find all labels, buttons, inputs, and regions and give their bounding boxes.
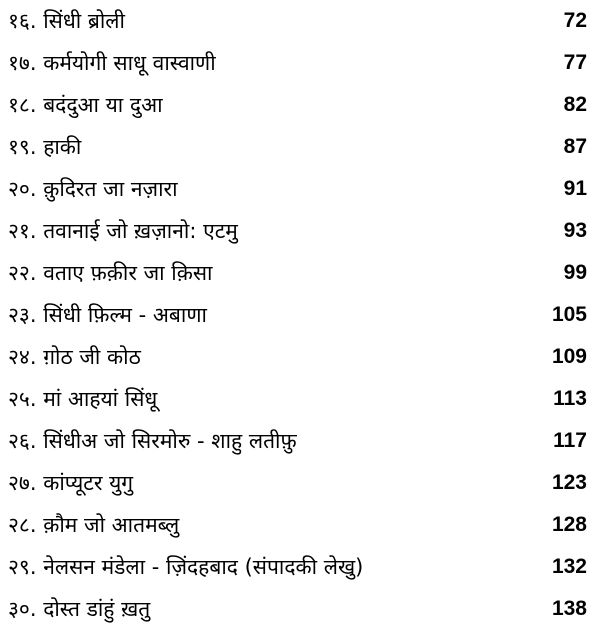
entry-title: २७. कांप्यूटर युगु: [8, 471, 134, 495]
entry-page-number: 91: [563, 177, 587, 200]
toc-entry: [0, 588, 600, 625]
entry-title: २१. तवानाई जो ख़ज़ानो: एटमु: [8, 219, 238, 243]
entry-title: २५. मां आहयां सिंधू: [8, 387, 158, 411]
entry-title: २९. नेलसन मंडेला - ज़िंदहबाद (संपादकी लेखु): [8, 555, 364, 579]
entry-title: २८. क़ौम जो आतमब्लु: [8, 513, 180, 537]
entry-title: १९. हाकी: [8, 135, 82, 159]
entry-title: २४. ग़ोठ जी कोठ: [8, 345, 141, 369]
entry-page-number: 128: [551, 513, 587, 536]
toc-entry: [0, 504, 600, 546]
entry-title: १६. सिंधी ब्रोली: [8, 9, 125, 33]
entry-page-number: 132: [551, 555, 587, 578]
entry-page-number: 99: [563, 261, 587, 284]
entry-page-number: 113: [553, 387, 587, 410]
entry-page-number: 117: [553, 429, 587, 452]
entry-page-number: 72: [563, 9, 587, 32]
toc-entry: [0, 294, 600, 336]
entry-title: २०. क़ुदिरत जा नज़ारा: [8, 177, 178, 201]
entry-title: १७. कर्मयोगी साधू वास्वाणी: [8, 51, 216, 75]
toc-entry: [0, 210, 600, 252]
entry-page-number: 87: [563, 135, 587, 158]
entry-title: ३०. दोस्त डांहुं ख़तु: [8, 597, 151, 621]
toc-entry: [0, 126, 600, 168]
entry-page-number: 105: [551, 303, 587, 326]
entry-page-number: 123: [551, 471, 587, 494]
toc-entry: [0, 42, 600, 84]
toc-entry: [0, 252, 600, 294]
toc-entry: [0, 84, 600, 126]
entry-page-number: 93: [563, 219, 587, 242]
toc-entry: [0, 336, 600, 378]
toc-entry: [0, 0, 600, 42]
entry-title: २२. वताए फ़क़ीर जा क़िसा: [8, 261, 213, 285]
entry-title: १८. बदंदुआ या दुआ: [8, 93, 163, 117]
entry-title: २३. सिंधी फ़िल्म - अबाणा: [8, 303, 207, 327]
entry-page-number: 109: [551, 345, 587, 368]
toc-entry: [0, 420, 600, 462]
entry-page-number: 77: [563, 51, 587, 74]
toc-entry: [0, 462, 600, 504]
toc-entry: [0, 546, 600, 588]
entry-page-number: 138: [551, 597, 587, 620]
toc-entry: [0, 378, 600, 420]
entry-page-number: 82: [563, 93, 587, 116]
toc-entry: [0, 168, 600, 210]
entry-title: २६. सिंधीअ जो सिरमोरु - शाहु लतीफ़ु: [8, 429, 297, 453]
